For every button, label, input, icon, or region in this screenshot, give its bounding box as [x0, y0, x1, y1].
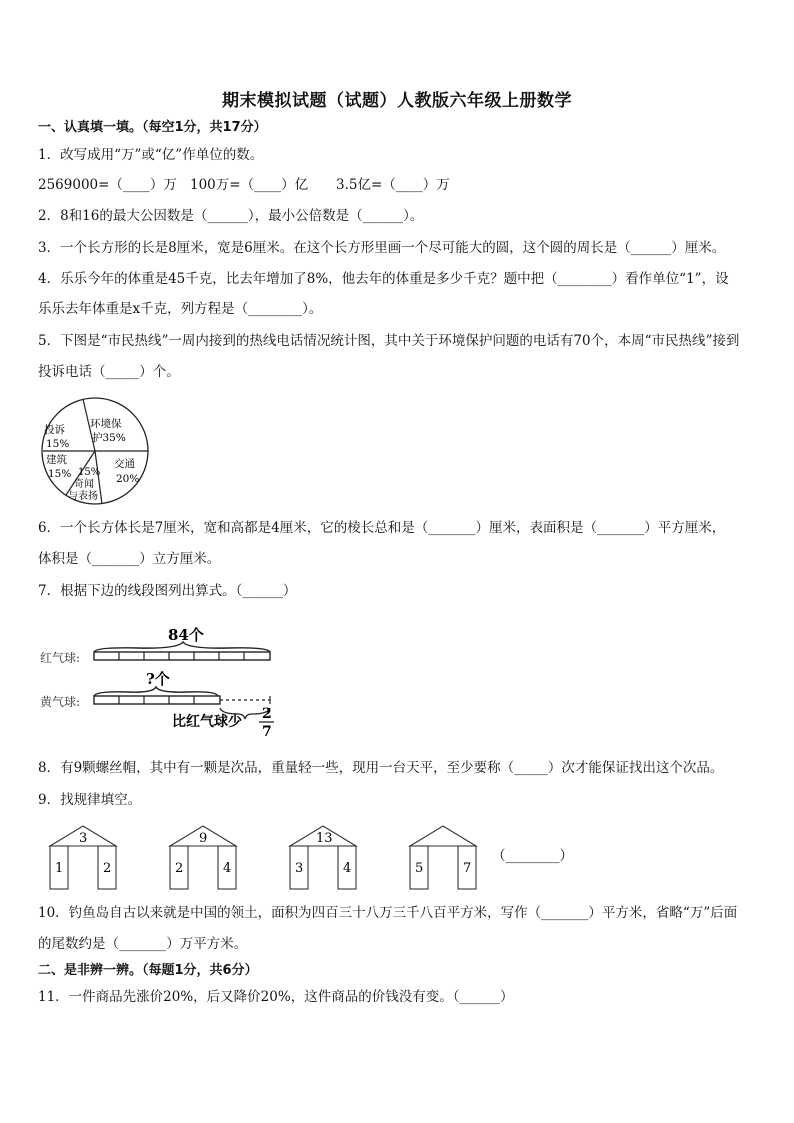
page-title: 期末模拟试题（试题）人教版六年级上册数学	[222, 91, 572, 111]
section-1-heading: 一、认真填一填。（每空1分，共17分）	[38, 120, 267, 135]
pie-label-news-2: 与表扬	[68, 491, 98, 502]
question-4-line-1: 4．乐乐今年的体重是45千克，比去年增加了8%，他去年的体重是多少千克？题中把（________）看作单位“1”，设	[38, 271, 729, 287]
pie-label-news-pct: 15%	[78, 467, 101, 478]
section-2-heading: 二、是非辨一辨。（每题1分，共6分）	[38, 963, 258, 978]
house-3	[290, 826, 356, 889]
question-5-line-2: 投诉电话（_____）个。	[38, 364, 180, 380]
pie-label-building-pct: 15%	[48, 468, 72, 480]
house-pattern-figure	[46, 820, 586, 894]
red-balloon-label: 红气球:	[40, 651, 81, 665]
question-3: 3．一个长方形的长是8厘米，宽是6厘米。在这个长方形里画一个尽可能大的圆，这个圆的周长是（______）厘米。	[38, 240, 726, 256]
house-1-top: 3	[79, 831, 88, 846]
question-2: 2．8和16的最大公因数是（______），最小公倍数是（______）。	[38, 208, 424, 224]
question-6-line-2: 体积是（_______）立方厘米。	[38, 551, 221, 567]
question-10-line-2: 的尾数约是（_______）万平方米。	[38, 936, 248, 952]
pie-label-news: 奇闻	[74, 479, 94, 490]
pie-label-traffic: 交通	[114, 458, 135, 470]
segment-diagram	[38, 620, 288, 740]
house-4	[410, 826, 476, 889]
house-1-right: 2	[103, 861, 112, 876]
question-5-line-1: 5．下图是“市民热线”一周内接到的热线电话情况统计图，其中关于环境保护问题的电话有70个，本周“市民热线”接到	[38, 333, 740, 349]
pie-label-environment-pct: 护35%	[92, 432, 126, 444]
house-4-right: 7	[463, 861, 472, 876]
house-2	[170, 826, 236, 889]
question-1-part-c: 3.5亿=（____）万	[336, 177, 450, 193]
fraction-numerator: 2	[262, 706, 272, 722]
yellow-unknown-label: ?个	[146, 670, 170, 688]
pie-label-environment: 环境保	[90, 418, 122, 430]
question-11: 11．一件商品先涨价20%，后又降价20%，这件商品的价钱没有变。（______）	[38, 989, 514, 1005]
question-7: 7．根据下边的线段图列出算式。（______）	[38, 583, 297, 599]
question-1-part-a: 2569000=（____）万	[38, 177, 177, 193]
house-3-right: 4	[343, 861, 352, 876]
house-1	[50, 826, 116, 889]
house-2-right: 4	[223, 861, 232, 876]
pie-label-building: 建筑	[46, 454, 67, 466]
question-10-line-1: 10．钓鱼岛自古以来就是中国的领土，面积为四百三十八万三千八百平方米，写作（_______）平方米，省略“万”后面	[38, 905, 738, 921]
pie-label-complaint-pct: 15%	[46, 438, 70, 450]
pie-label-complaint: 投诉	[44, 424, 65, 436]
house-3-top: 13	[316, 831, 333, 846]
question-9: 9．找规律填空。	[38, 792, 142, 808]
question-4-line-2: 乐乐去年体重是x千克，列方程是（________）。	[38, 301, 323, 317]
house-answer-blank: （________）	[492, 848, 573, 864]
question-8: 8．有9颗螺丝帽，其中有一颗是次品，重量轻一些，现用一台天平，至少要称（_____）次才能保证找出这个次品。	[38, 760, 724, 776]
house-1-left: 1	[55, 861, 64, 876]
pie-label-traffic-pct: 20%	[116, 473, 140, 485]
question-1: 1．改写成用“万”或“亿”作单位的数。	[38, 147, 264, 163]
question-1-part-b: 100万=（____）亿	[190, 177, 309, 193]
house-2-left: 2	[175, 861, 184, 876]
fraction-denominator: 7	[262, 724, 272, 740]
question-6-line-1: 6．一个长方体长是7厘米，宽和高都是4厘米，它的棱长总和是（_______）厘米，表面积是（_______）平方厘米，	[38, 520, 726, 536]
house-3-left: 3	[295, 861, 304, 876]
compare-text: 比红气球少	[172, 714, 242, 730]
house-2-top: 9	[199, 831, 208, 846]
house-4-left: 5	[415, 861, 424, 876]
yellow-balloon-label: 黄气球:	[40, 695, 81, 709]
pie-chart-figure	[36, 395, 156, 507]
red-total-label: 84个	[168, 626, 204, 644]
